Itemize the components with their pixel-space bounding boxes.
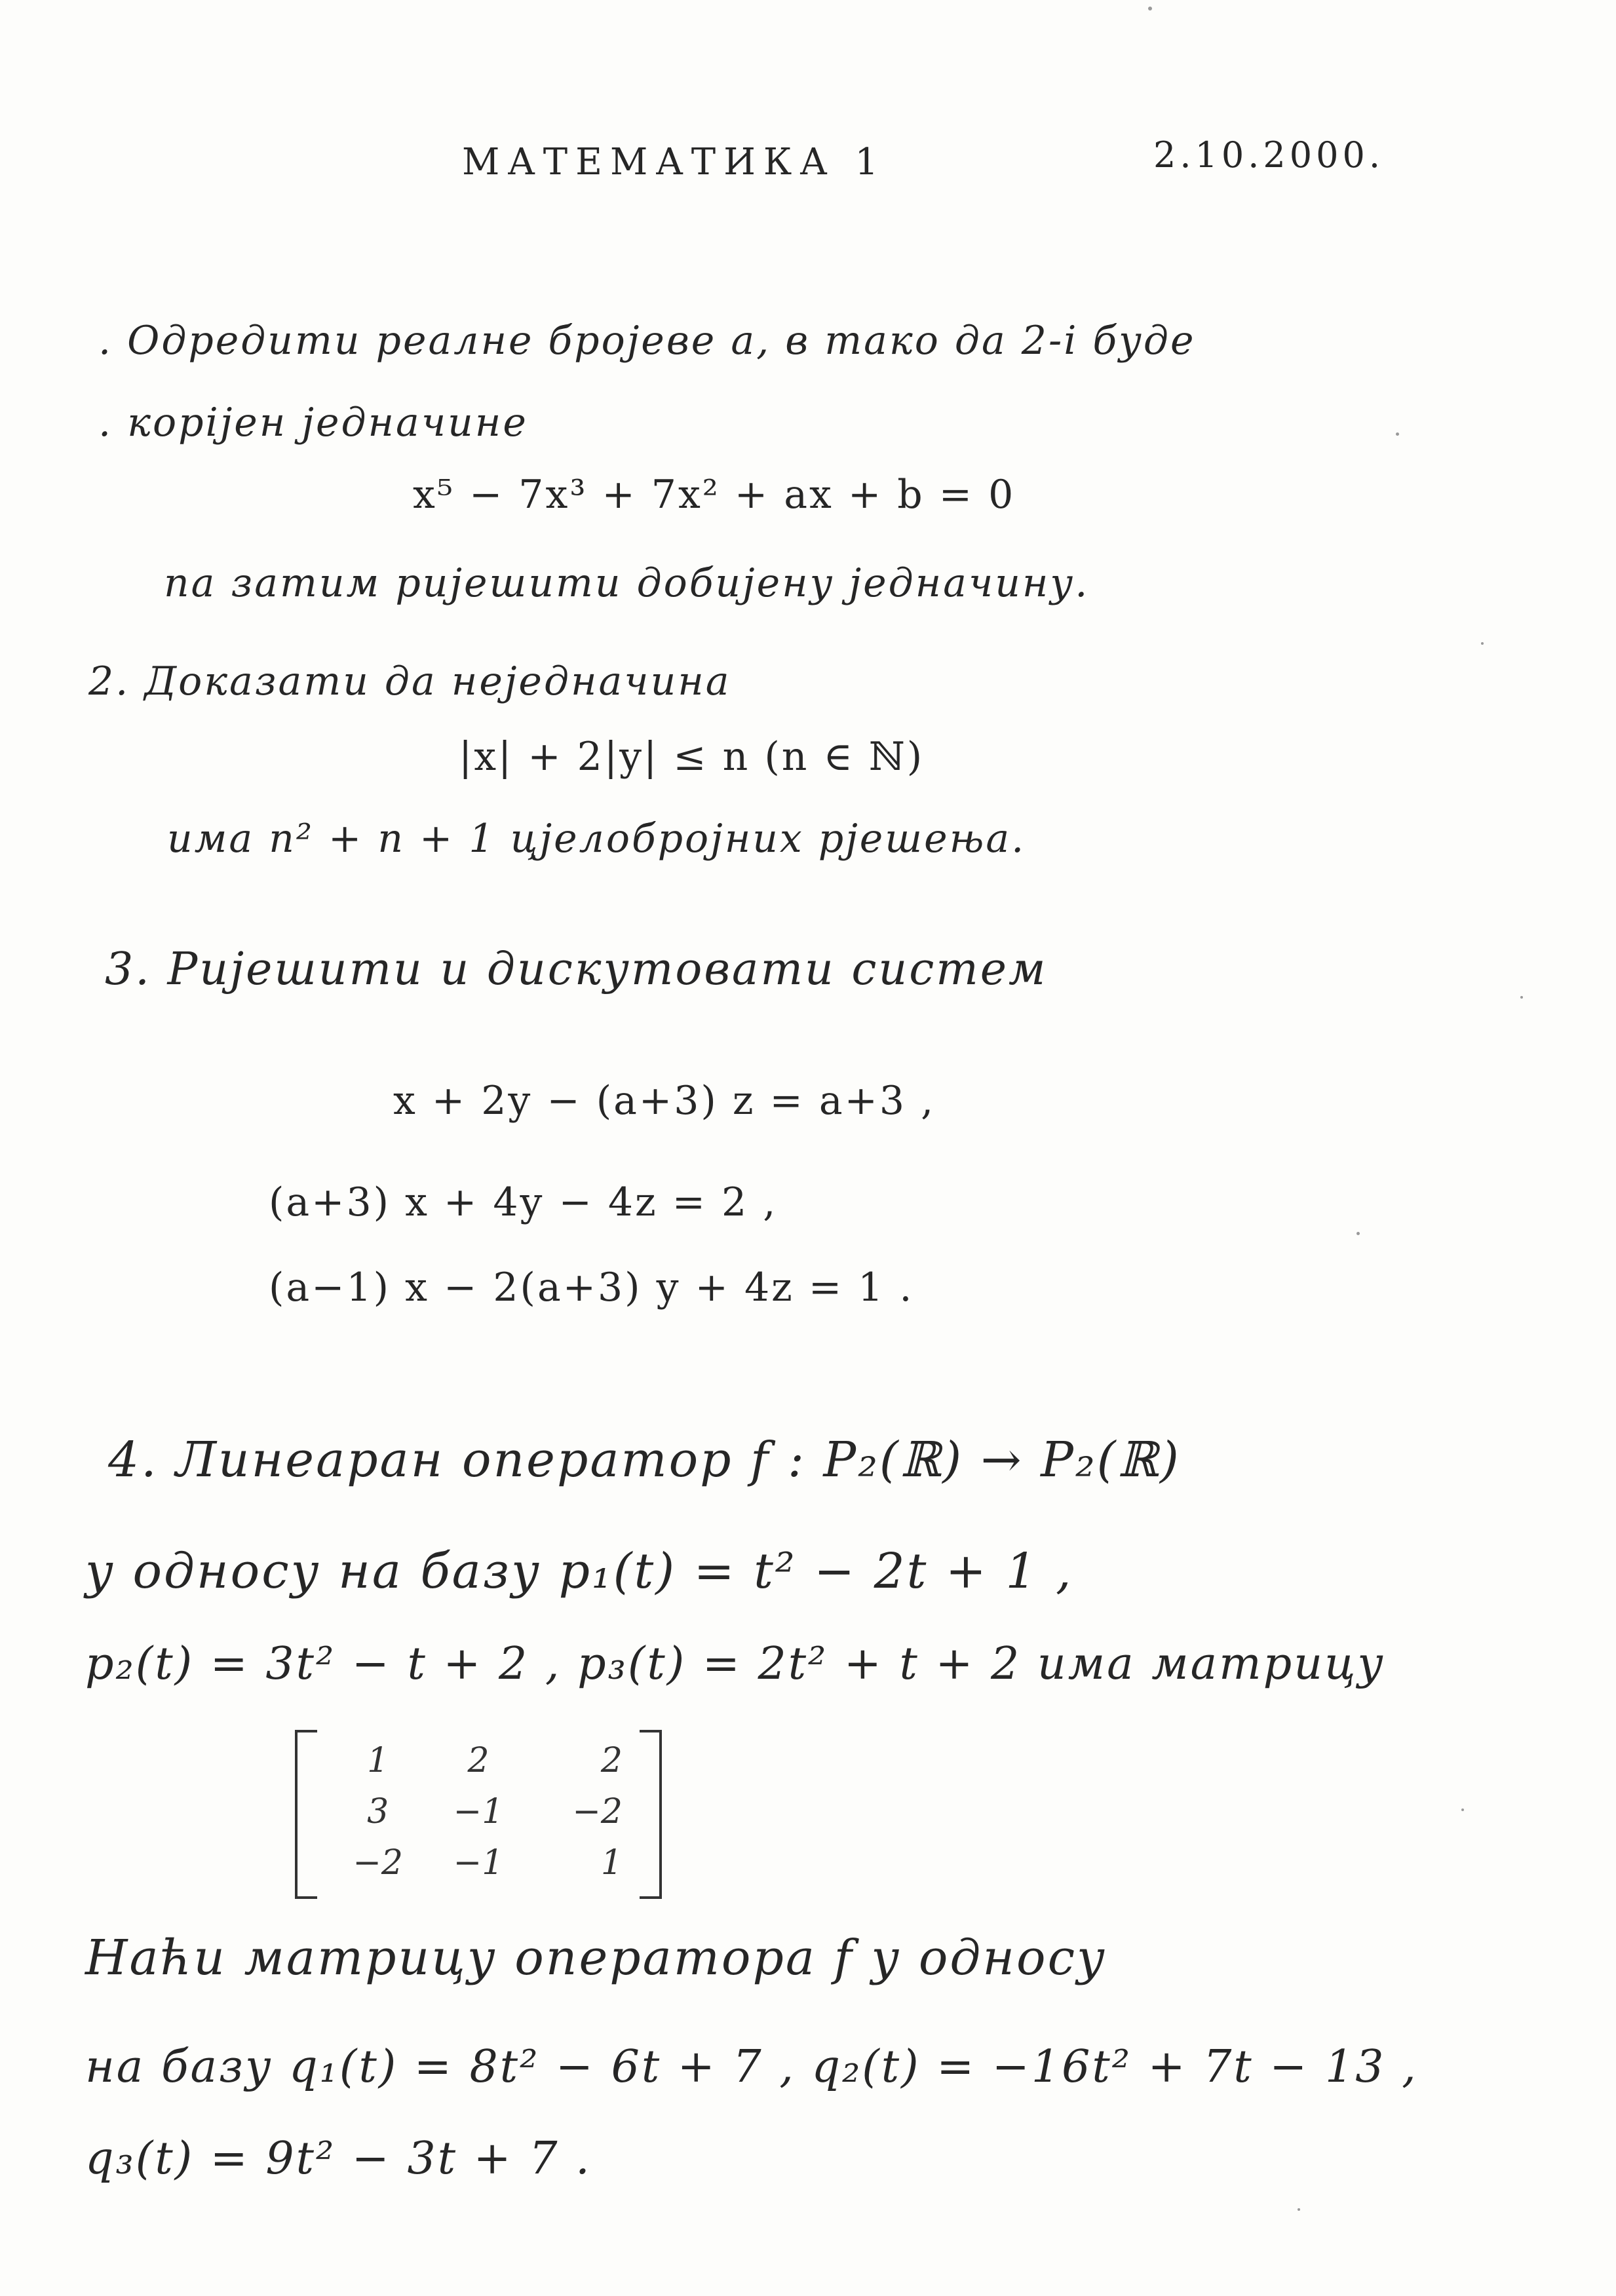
matrix-cell: 3 — [367, 1792, 389, 1831]
problem-1-line-2: . корijен jедначине — [98, 400, 528, 446]
scan-speck — [1148, 7, 1152, 10]
problem-2-line-2: има n² + n + 1 цјелобројних рјешења. — [167, 816, 1026, 862]
problem-4-line-3: p₂(t) = 3t² − t + 2 , p₃(t) = 2t² + t + 2 има матрицу — [85, 1638, 1385, 1690]
matrix-cell: 2 — [600, 1741, 623, 1780]
problem-4-line-1: 4. Линеаран оператор f : P₂(ℝ) → P₂(ℝ) — [108, 1432, 1181, 1488]
scan-speck — [1298, 2208, 1300, 2211]
problem-3-eq-3: (a−1) x − 2(a+3) y + 4z = 1 . — [269, 1265, 914, 1311]
matrix-cell: 1 — [367, 1741, 389, 1780]
problem-2-line-1: 2. Доказати да неједначина — [88, 659, 731, 704]
matrix-cell: −1 — [453, 1843, 504, 1883]
problem-1-equation: x⁵ − 7x³ + 7x² + ax + b = 0 — [413, 472, 1016, 518]
matrix-cell: 2 — [467, 1741, 490, 1780]
matrix-cell: −1 — [453, 1792, 504, 1831]
problem-3-eq-1: x + 2y − (a+3) z = a+3 , — [393, 1078, 936, 1124]
scan-speck — [1520, 996, 1523, 999]
matrix-cell: 1 — [600, 1843, 623, 1883]
matrix-grid — [328, 1735, 629, 1888]
page-title: МАТЕМАТИКА 1 — [462, 141, 887, 183]
matrix-cell: −2 — [353, 1843, 403, 1883]
matrix-right-bracket — [640, 1730, 662, 1899]
problem-4-line-2: у односу на базу p₁(t) = t² − 2t + 1 , — [85, 1543, 1073, 1599]
problem-3-eq-2: (a+3) x + 4y − 4z = 2 , — [269, 1179, 778, 1225]
problem-1-line-3: па затим ријешити добијену једначину. — [164, 560, 1090, 606]
matrix-left-bracket — [295, 1730, 317, 1899]
problem-2-formula: |x| + 2|y| ≤ n (n ∈ ℕ) — [459, 734, 925, 780]
problem-3-line-1: 3. Ријешити и дискутовати систем — [105, 944, 1048, 995]
problem-4-line-5: на базу q₁(t) = 8t² − 6t + 7 , q₂(t) = −16t² + 7t − 13 , — [85, 2041, 1418, 2093]
exam-date: 2.10.2000. — [1153, 134, 1384, 176]
scan-speck — [1461, 1808, 1464, 1811]
scan-speck — [1481, 642, 1484, 645]
scan-speck — [1396, 432, 1399, 436]
scan-speck — [1356, 1232, 1360, 1235]
problem-4-line-4: Наћи матрицу оператора f у односу — [85, 1930, 1107, 1986]
problem-4-line-6: q₃(t) = 9t² − 3t + 7 . — [85, 2133, 592, 2185]
operator-matrix — [295, 1730, 662, 1894]
problem-1-line-1: . Одредити реалне бројеве a, в тако да 2-i буде — [98, 318, 1196, 364]
matrix-cell: −2 — [572, 1792, 623, 1831]
